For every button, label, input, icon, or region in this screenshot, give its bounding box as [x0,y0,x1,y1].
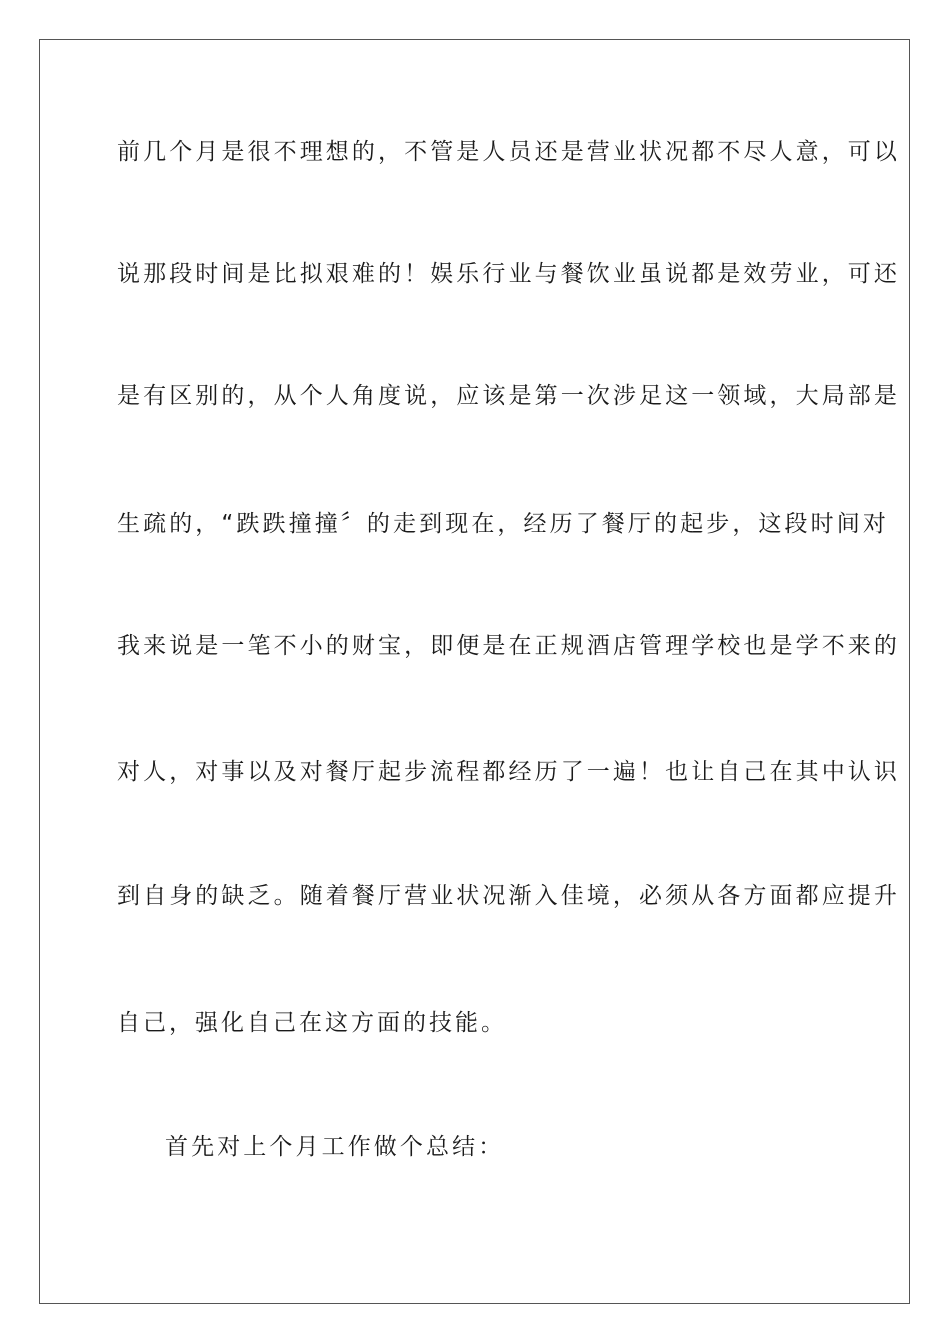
paragraph-line-3: 是有区别的，从个人角度说，应该是第一次涉足这一领域，大局部是 [117,383,900,409]
section-heading: 首先对上个月工作做个总结： [165,1134,505,1160]
page-border [39,39,910,1304]
paragraph-line-1: 前几个月是很不理想的，不管是人员还是营业状况都不尽人意，可以 [117,139,900,165]
paragraph-line-5: 我来说是一笔不小的财宝，即便是在正规酒店管理学校也是学不来的 [117,633,900,659]
paragraph-line-8: 自己，强化自己在这方面的技能。 [117,1010,507,1036]
paragraph-line-6: 对人，对事以及对餐厅起步流程都经历了一遍！也让自己在其中认识 [117,759,900,785]
paragraph-line-7: 到自身的缺乏。随着餐厅营业状况渐入佳境，必须从各方面都应提升 [117,883,900,909]
paragraph-line-4: 生疏的，“跌跌撞撞〞的走到现在，经历了餐厅的起步，这段时间对 [117,511,889,537]
paragraph-line-2: 说那段时间是比拟艰难的！娱乐行业与餐饮业虽说都是效劳业，可还 [117,261,900,287]
